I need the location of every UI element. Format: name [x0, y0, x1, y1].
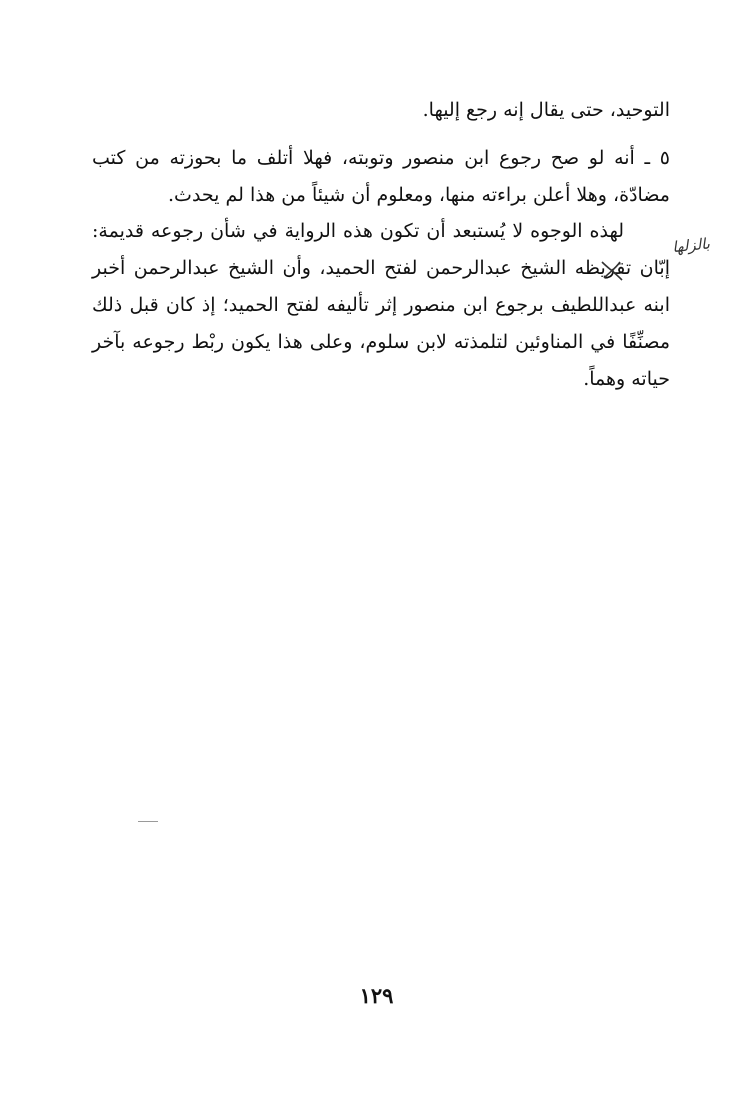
paragraph-continuation: التوحيد، حتى يقال إنه رجع إليها.: [422, 99, 670, 121]
paragraph-conclusion: لهذه الوجوه لا يُستبعد أن تكون هذه الرواية في شأن رجوعه قديمة: إبّان تقريظه الشيخ عبدالرحمن لفتح الحميد، وأن الشيخ عبدالرحمن أخبر ابنه عبداللطيف برجوع ابن منصور إثر تأليفه لفتح الحميد؛ إذ كان قبل ذلك مصنِّفًا في المناوئين لتلمذته لابن سلوم، وعلى هذا يكون ربْط رجوعه بآخر حياته وهماً.: [92, 220, 670, 390]
paragraph-point-five: ٥ ـ أنه لو صح رجوع ابن منصور وتوبته، فهلا أتلف ما بحوزته من كتب مضادّة، وهلا أعلن براءته منها، ومعلوم أن شيئاً من هذا لم يحدث.: [92, 147, 670, 206]
page-number: ١٢٩: [359, 983, 394, 1008]
handwritten-margin-note: بالزلها: [671, 234, 711, 257]
handwritten-ink-mark: [598, 258, 626, 284]
footnote-divider: [138, 821, 158, 822]
